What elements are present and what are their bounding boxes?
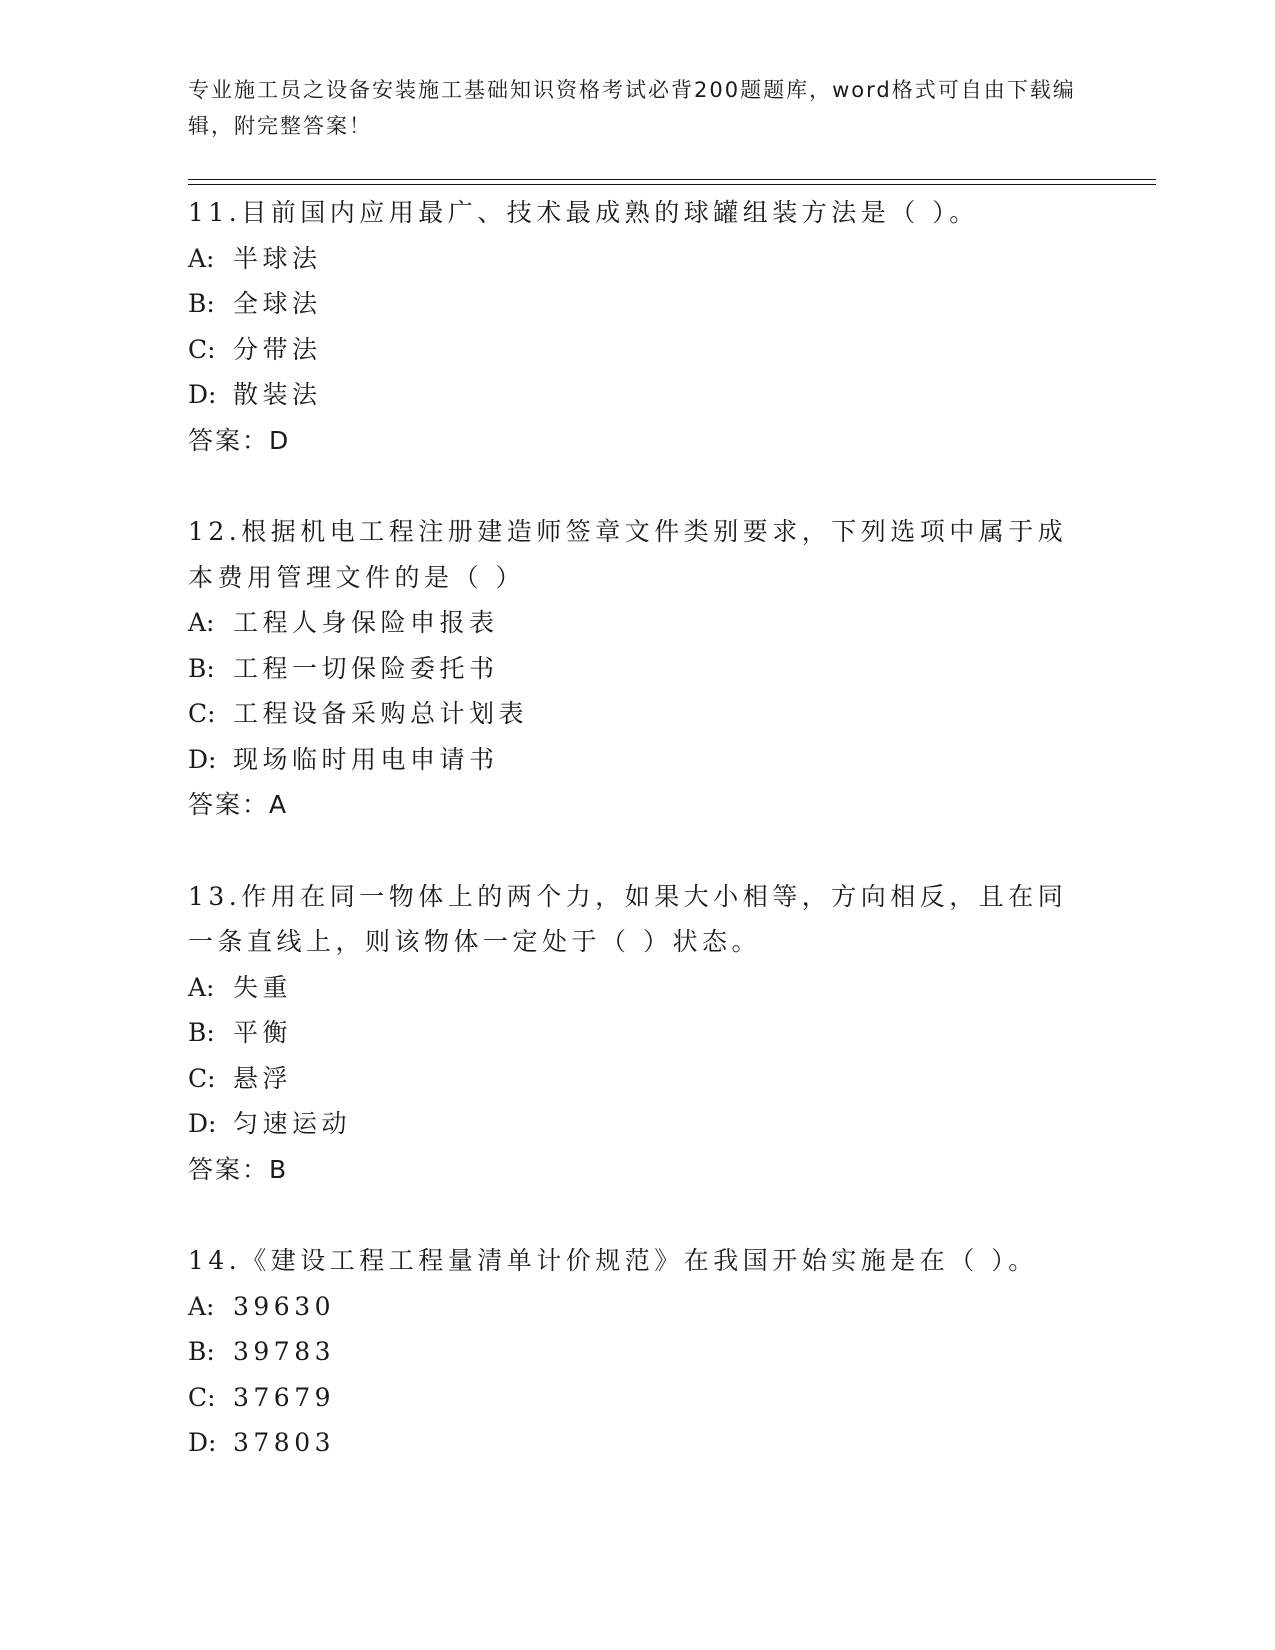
option-b (188, 1329, 1088, 1375)
document-header (188, 72, 1088, 144)
option-text: 全球法 (233, 289, 322, 318)
option-letter: D: (188, 380, 217, 409)
option-letter: C: (188, 699, 216, 728)
option-text: 匀速运动 (233, 1109, 352, 1138)
question-stem: 14.《建设工程工程量清单计价规范》在我国开始实施是在（ ）。 (188, 1246, 1038, 1275)
option-letter: B: (188, 1337, 215, 1366)
option-text: 39630 (233, 1291, 336, 1321)
option-c (188, 691, 1088, 737)
question-stem: 11.目前国内应用最广、技术最成熟的球罐组装方法是（ ）。 (188, 198, 979, 227)
question-stem: 13.作用在同一物体上的两个力，如果大小相等，方向相反，且在同一条直线上，则该物体一定处于（ ）状态。 (188, 881, 1068, 956)
option-letter: B: (188, 289, 215, 318)
option-b (188, 1010, 1088, 1056)
option-letter: A: (188, 972, 215, 1002)
header-divider-top (188, 179, 1156, 180)
header-divider-bottom (188, 184, 1156, 185)
question-13 (188, 874, 1088, 1193)
option-letter: C: (188, 1063, 216, 1093)
option-text: 失重 (233, 972, 293, 1002)
option-a (188, 965, 1088, 1011)
question-stem: 12.根据机电工程注册建造师签章文件类别要求，下列选项中属于成本费用管理文件的是（ ） (188, 517, 1068, 592)
option-text: 半球法 (233, 243, 322, 273)
option-text: 37679 (233, 1382, 336, 1412)
option-letter: D: (188, 1109, 217, 1138)
option-letter: C: (188, 334, 216, 364)
option-text: 现场临时用电申请书 (233, 744, 499, 774)
question-12 (188, 509, 1088, 828)
answer-label: 答案：A (188, 790, 289, 819)
option-text: 39783 (233, 1337, 336, 1366)
document-title: 专业施工员之设备安装施工基础知识资格考试必背200题题库，word格式可自由下载编辑，附完整答案！ (188, 78, 1076, 138)
option-a (188, 1284, 1088, 1330)
option-text: 工程一切保险委托书 (233, 653, 499, 683)
answer-label: 答案：D (188, 425, 291, 455)
option-a (188, 236, 1088, 282)
question-11 (188, 190, 1088, 463)
option-c (188, 1375, 1088, 1421)
option-letter: D: (188, 744, 217, 774)
option-letter: A: (188, 608, 215, 637)
option-c (188, 1056, 1088, 1102)
question-14 (188, 1238, 1088, 1466)
option-a (188, 600, 1088, 646)
option-letter: B: (188, 1018, 215, 1047)
option-text: 工程设备采购总计划表 (233, 699, 529, 728)
option-c (188, 327, 1088, 373)
option-text: 分带法 (233, 334, 322, 364)
option-d (188, 1101, 1088, 1147)
question-list (188, 190, 1088, 1512)
answer-label: 答案：B (188, 1154, 289, 1184)
option-text: 悬浮 (233, 1063, 293, 1093)
option-d (188, 1420, 1088, 1466)
option-text: 散装法 (233, 380, 322, 409)
option-letter: B: (188, 653, 215, 683)
option-letter: D: (188, 1428, 217, 1457)
option-letter: C: (188, 1382, 216, 1412)
option-b (188, 281, 1088, 327)
option-d (188, 737, 1088, 783)
option-text: 平衡 (233, 1018, 293, 1047)
option-b (188, 646, 1088, 692)
option-letter: A: (188, 1291, 215, 1321)
option-text: 工程人身保险申报表 (233, 608, 499, 637)
option-letter: A: (188, 243, 215, 273)
option-text: 37803 (233, 1428, 336, 1457)
option-d (188, 372, 1088, 418)
